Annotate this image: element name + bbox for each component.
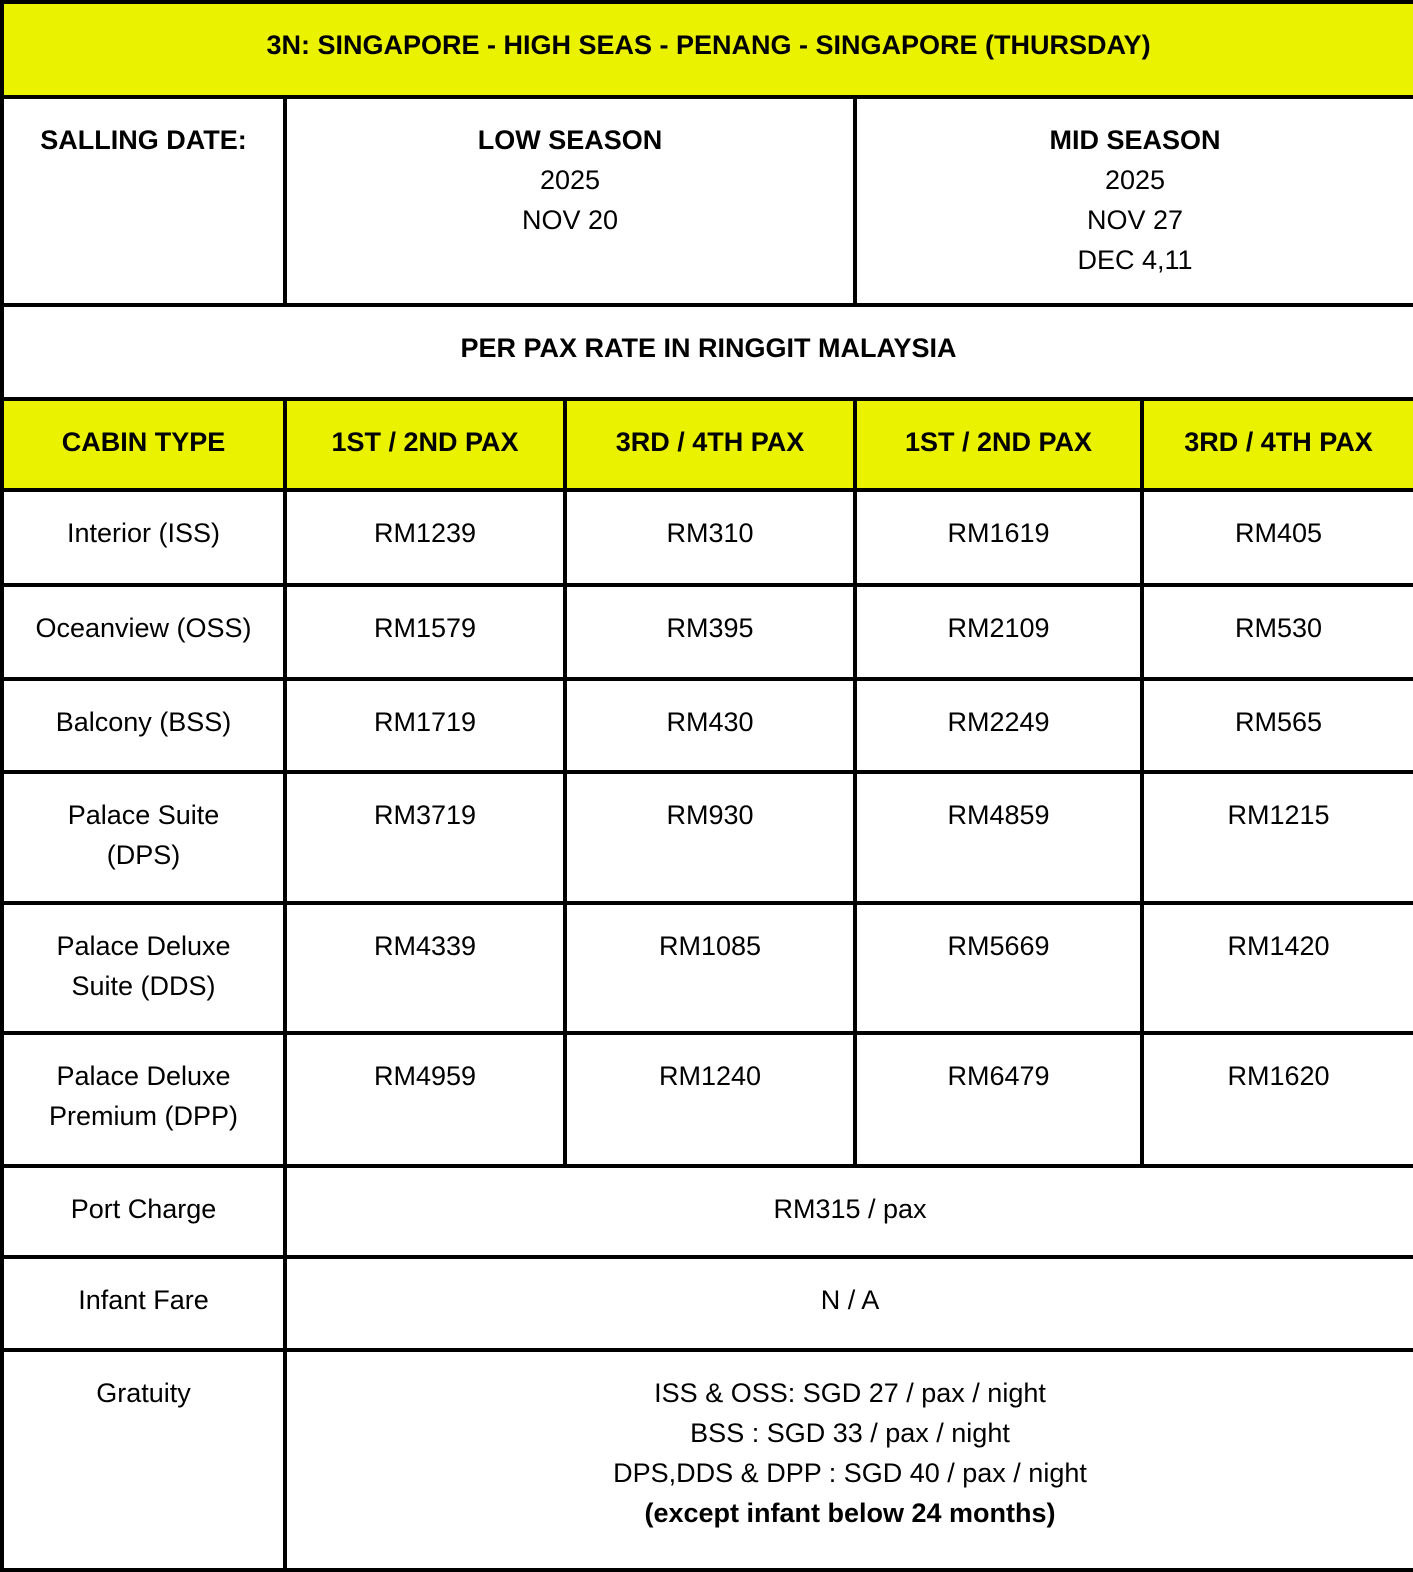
mid-season-date-2: DEC 4,11 (1077, 245, 1193, 275)
infant-fare-value: N / A (285, 1257, 1413, 1350)
column-header-row (2, 399, 1413, 490)
fare-value: RM1420 (1142, 903, 1413, 1033)
fare-value: RM1239 (285, 490, 565, 585)
cabin-name: Balcony (BSS) (2, 679, 285, 772)
col-header-mid-3rd-4th: 3RD / 4TH PAX (1142, 399, 1413, 490)
fare-value: RM4959 (285, 1033, 565, 1166)
col-header-mid-1st-2nd: 1ST / 2ND PAX (855, 399, 1142, 490)
port-charge-value: RM315 / pax (285, 1166, 1413, 1257)
cabin-name: Palace Deluxe Premium (DPP) (2, 1033, 285, 1166)
fare-value: RM565 (1142, 679, 1413, 772)
gratuity-line-suites: DPS,DDS & DPP : SGD 40 / pax / night (613, 1458, 1087, 1488)
fare-value: RM5669 (855, 903, 1142, 1033)
fare-value: RM1085 (565, 903, 855, 1033)
infant-fare-label: Infant Fare (2, 1257, 285, 1350)
port-charge-label: Port Charge (2, 1166, 285, 1257)
fare-value: RM1240 (565, 1033, 855, 1166)
fare-value: RM395 (565, 585, 855, 679)
mid-season-date-1: NOV 27 (1086, 205, 1184, 235)
cabin-name: Oceanview (OSS) (2, 585, 285, 679)
cabin-row-palace-suite (2, 772, 1413, 903)
cabin-row-oceanview (2, 585, 1413, 679)
low-season-year: 2025 (539, 165, 601, 195)
rate-banner-row (2, 305, 1413, 399)
cabin-name: Palace Deluxe Suite (DDS) (2, 903, 285, 1033)
sailing-date-row (2, 97, 1413, 305)
low-season-title: LOW SEASON (477, 125, 663, 155)
fare-value: RM1719 (285, 679, 565, 772)
low-season-date: NOV 20 (521, 205, 619, 235)
cabin-name: Interior (ISS) (2, 490, 285, 585)
cabin-row-palace-deluxe-premium (2, 1033, 1413, 1166)
gratuity-row (2, 1350, 1413, 1570)
title-row (2, 2, 1413, 97)
gratuity-line-iss-oss: ISS & OSS: SGD 27 / pax / night (654, 1378, 1046, 1408)
fare-value: RM4859 (855, 772, 1142, 903)
fare-value: RM1619 (855, 490, 1142, 585)
fare-value: RM930 (565, 772, 855, 903)
gratuity-details (285, 1350, 1413, 1570)
fare-value: RM430 (565, 679, 855, 772)
fare-value: RM4339 (285, 903, 565, 1033)
fare-value: RM1579 (285, 585, 565, 679)
fare-value: RM2249 (855, 679, 1142, 772)
port-charge-row (2, 1166, 1413, 1257)
sailing-date-label: SALLING DATE: (2, 97, 285, 305)
fare-value: RM310 (565, 490, 855, 585)
gratuity-line-bss: BSS : SGD 33 / pax / night (690, 1418, 1010, 1448)
mid-season-cell (855, 97, 1413, 305)
fare-value: RM3719 (285, 772, 565, 903)
cabin-row-balcony (2, 679, 1413, 772)
fare-value: RM530 (1142, 585, 1413, 679)
low-season-cell (285, 97, 855, 305)
rate-banner: PER PAX RATE IN RINGGIT MALAYSIA (2, 305, 1413, 399)
col-header-low-3rd-4th: 3RD / 4TH PAX (565, 399, 855, 490)
cabin-row-interior (2, 490, 1413, 585)
infant-fare-row (2, 1257, 1413, 1350)
fare-value: RM405 (1142, 490, 1413, 585)
fare-value: RM1215 (1142, 772, 1413, 903)
col-header-cabin-type: CABIN TYPE (2, 399, 285, 490)
gratuity-infant-note: (except infant below 24 months) (644, 1498, 1056, 1528)
fare-value: RM1620 (1142, 1033, 1413, 1166)
fare-value: RM2109 (855, 585, 1142, 679)
mid-season-title: MID SEASON (1049, 125, 1221, 155)
col-header-low-1st-2nd: 1ST / 2ND PAX (285, 399, 565, 490)
fare-value: RM6479 (855, 1033, 1142, 1166)
page-title: 3N: SINGAPORE - HIGH SEAS - PENANG - SINGAPORE (THURSDAY) (2, 2, 1413, 97)
mid-season-year: 2025 (1104, 165, 1166, 195)
cabin-name: Palace Suite (DPS) (2, 772, 285, 903)
cabin-row-palace-deluxe-suite (2, 903, 1413, 1033)
gratuity-label: Gratuity (2, 1350, 285, 1570)
